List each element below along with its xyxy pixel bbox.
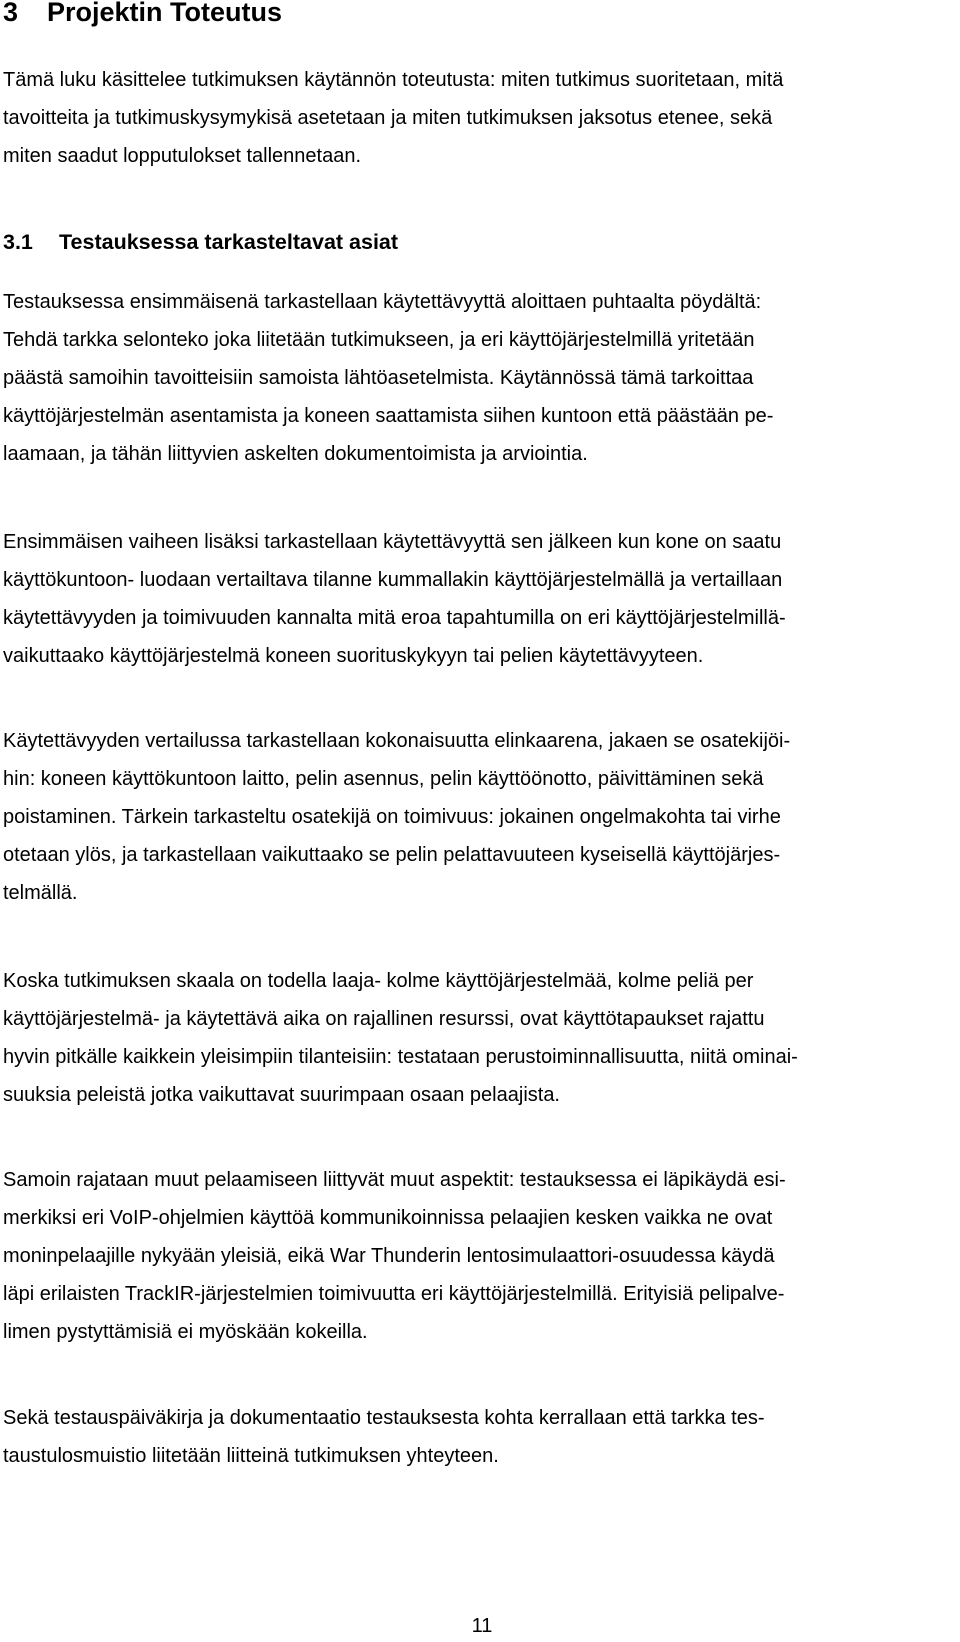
text-line: käytettävyyden ja toimivuuden kannalta mitä eroa tapahtumilla on eri käyttöjärjestelmillä- [3,607,786,629]
body-paragraph-6 [3,1399,953,1475]
text-line: laamaan, ja tähän liittyvien askelten dokumentoimista ja arviointia. [3,443,588,465]
chapter-heading [3,0,282,30]
text-line: Samoin rajataan muut pelaamiseen liittyvät muut aspektit: testauksessa ei läpikäydä esi- [3,1169,786,1191]
text-line: moninpelaajille nykyään yleisiä, eikä War Thunderin lentosimulaattori-osuudessa käydä [3,1245,775,1267]
text-line: Koska tutkimuksen skaala on todella laaja- kolme käyttöjärjestelmää, kolme peliä per [3,970,754,992]
text-line: suuksia peleistä jotka vaikuttavat suurimpaan osaan pelaajista. [3,1084,560,1106]
text-line: Ensimmäisen vaiheen lisäksi tarkastellaan käytettävyyttä sen jälkeen kun kone on saatu [3,531,782,553]
text-line: Testauksessa ensimmäisenä tarkastellaan käytettävyyttä aloittaen puhtaalta pöydältä: [3,291,762,313]
text-line: limen pystyttämisiä ei myöskään kokeilla. [3,1321,368,1343]
text-line: tavoitteita ja tutkimuskysymykisä asetetaan ja miten tutkimuksen jaksotus etenee, sekä [3,107,773,129]
text-line: Tehdä tarkka selonteko joka liitetään tutkimukseen, ja eri käyttöjärjestelmillä yritetään [3,329,755,351]
body-paragraph-4 [3,962,953,1114]
text-line: vaikuttaako käyttöjärjestelmä koneen suorituskykyyn tai pelien käytettävyyteen. [3,645,704,667]
text-line: miten saadut lopputulokset tallennetaan. [3,145,362,167]
page-number: 11 [471,1615,493,1637]
chapter-number: 3 [3,0,19,27]
text-line: käyttökuntoon- luodaan vertailtava tilanne kummallakin käyttöjärjestelmällä ja vertaillaan [3,569,783,591]
section-number: 3.1 [3,230,33,254]
text-line: Tämä luku käsittelee tutkimuksen käytännön toteutusta: miten tutkimus suoritetaan, mitä [3,69,784,91]
section-heading [3,228,398,256]
text-line: taustulosmuistio liitetään liitteinä tutkimuksen yhteyteen. [3,1445,499,1467]
text-line: telmällä. [3,882,78,904]
text-line: läpi erilaisten TrackIR-järjestelmien toimivuutta eri käyttöjärjestelmillä. Erityisiä pelipalve- [3,1283,785,1305]
body-paragraph-5 [3,1161,953,1351]
text-line: Sekä testauspäiväkirja ja dokumentaatio testauksesta kohta kerrallaan että tarkka tes- [3,1407,765,1429]
text-line: käyttöjärjestelmä- ja käytettävä aika on rajallinen resurssi, ovat käyttötapaukset rajattu [3,1008,765,1030]
text-line: hyvin pitkälle kaikkein yleisimpiin tilanteisiin: testataan perustoiminnallisuutta, niitä ominai- [3,1046,798,1068]
text-line: poistaminen. Tärkein tarkasteltu osatekijä on toimivuus: jokainen ongelmakohta tai virhe [3,806,781,828]
text-line: otetaan ylös, ja tarkastellaan vaikuttaako se pelin pelattavuuteen kyseisellä käyttöjärjes- [3,844,781,866]
text-line: Käytettävyyden vertailussa tarkastellaan kokonaisuutta elinkaarena, jakaen se osatekijöi- [3,730,791,752]
intro-paragraph [3,61,953,175]
body-paragraph-1 [3,283,953,473]
text-line: käyttöjärjestelmän asentamista ja koneen saattamista siihen kuntoon että päästään pe- [3,405,774,427]
section-title: Testauksessa tarkasteltavat asiat [59,230,399,254]
text-line: päästä samoihin tavoitteisiin samoista lähtöasetelmista. Käytännössä tämä tarkoittaa [3,367,754,389]
text-line: hin: koneen käyttökuntoon laitto, pelin asennus, pelin käyttöönotto, päivittäminen sekä [3,768,764,790]
text-line: merkiksi eri VoIP-ohjelmien käyttöä kommunikoinnissa pelaajien kesken vaikka ne ovat [3,1207,773,1229]
body-paragraph-3 [3,722,953,912]
body-paragraph-2 [3,523,953,675]
chapter-title: Projektin Toteutus [47,0,283,27]
